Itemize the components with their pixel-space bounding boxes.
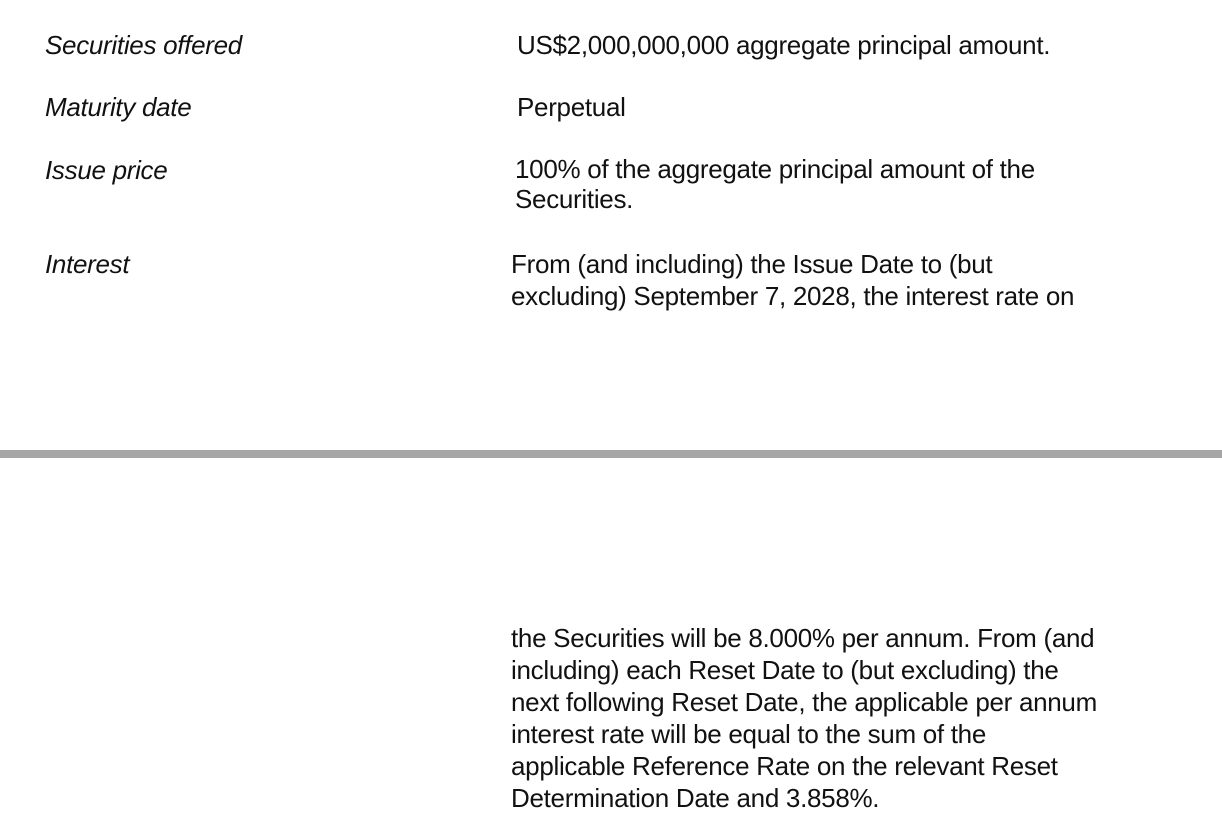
value-line: excluding) September 7, 2028, the interest rate on	[511, 281, 1075, 311]
value-line: Securities.	[515, 184, 634, 214]
continuation-line: next following Reset Date, the applicable per annum	[511, 687, 1097, 717]
value-line: US$2,000,000,000 aggregate principal amount.	[517, 30, 1051, 60]
term-maturity-date: Maturity date	[45, 92, 192, 122]
interest-continuation	[511, 622, 1097, 814]
continuation-line: the Securities will be 8.000% per annum. From (and	[511, 623, 1095, 653]
term-interest: Interest	[45, 249, 130, 279]
value-line: 100% of the aggregate principal amount of the	[515, 154, 1035, 184]
value-line: From (and including) the Issue Date to (but	[511, 249, 993, 279]
value-interest	[511, 248, 1074, 312]
value-issue-price	[515, 154, 1035, 214]
term-issue-price: Issue price	[45, 155, 168, 185]
continuation-line: Determination Date and 3.858%.	[511, 783, 880, 813]
value-maturity-date	[517, 91, 626, 123]
value-line: Perpetual	[517, 92, 626, 122]
page-break-divider	[0, 450, 1222, 458]
continuation-line: interest rate will be equal to the sum of the	[511, 719, 986, 749]
term-securities-offered: Securities offered	[45, 30, 242, 60]
value-securities-offered	[517, 29, 1050, 61]
continuation-line: including) each Reset Date to (but excluding) the	[511, 655, 1059, 685]
continuation-line: applicable Reference Rate on the relevant Reset	[511, 751, 1058, 781]
